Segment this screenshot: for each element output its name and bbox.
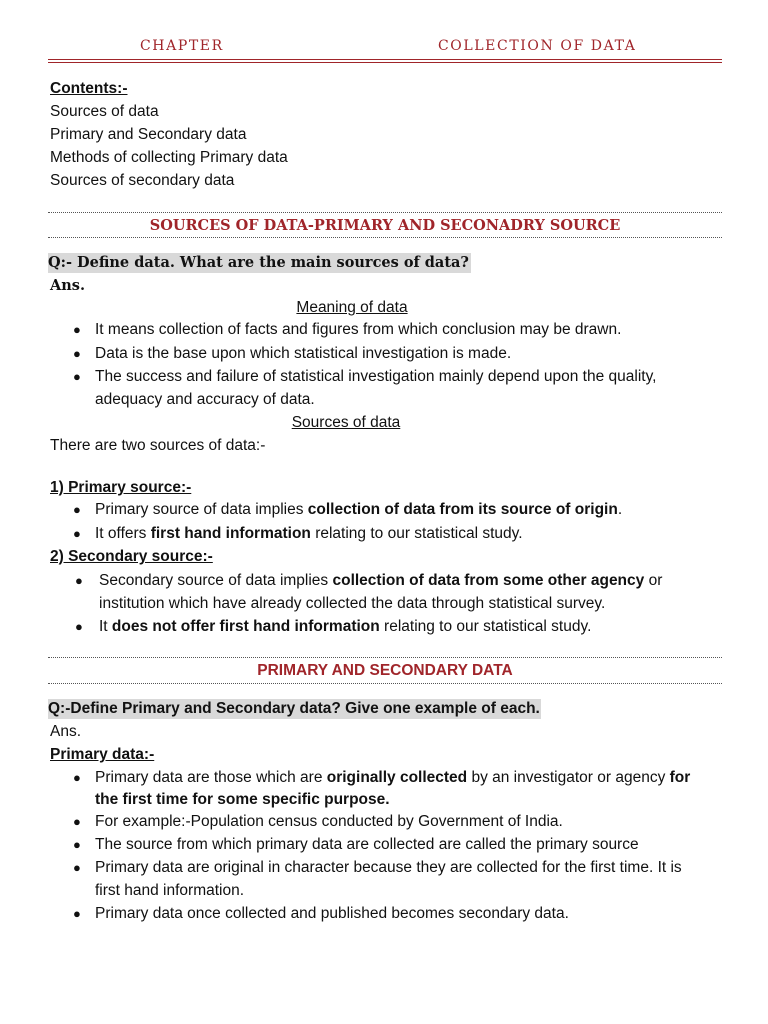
section-title: SOURCES OF DATA-PRIMARY AND SECONADRY SOURCE	[149, 217, 621, 234]
contents-item: Methods of collecting Primary data	[50, 149, 288, 166]
list-item: For example:-Population census conducted by Government of India.	[95, 813, 563, 830]
bullet-dot: ●	[73, 502, 81, 517]
meaning-heading: Meaning of data	[296, 299, 408, 316]
contents-item: Sources of data	[50, 103, 159, 120]
bullet-dot: ●	[73, 526, 81, 541]
answer-label: Ans.	[50, 723, 82, 740]
bullet-dot: ●	[73, 369, 81, 384]
bullet-dot: ●	[75, 619, 83, 634]
header-rule-top	[48, 59, 722, 60]
header-chapter: CHAPTER	[140, 38, 224, 54]
section-title: PRIMARY AND SECONDARY DATA	[257, 662, 513, 679]
list-item: The success and failure of statistical investigation mainly depend upon the quality,	[95, 368, 657, 385]
section-divider	[48, 683, 722, 684]
answer-label: Ans.	[50, 277, 86, 294]
list-item: It offers first hand information relating to our statistical study.	[95, 525, 523, 542]
list-item: Secondary source of data implies collection of data from some other agency or	[99, 572, 663, 589]
list-item-continued: first hand information.	[95, 882, 245, 899]
list-item: The source from which primary data are collected are called the primary source	[95, 836, 639, 853]
bullet-dot: ●	[73, 770, 81, 785]
sources-heading: Sources of data	[291, 414, 401, 431]
list-item: Primary source of data implies collection of data from its source of origin.	[95, 501, 623, 518]
header-title: COLLECTION OF DATA	[438, 38, 637, 54]
primary-data-heading: Primary data:-	[50, 746, 155, 763]
primary-source-heading: 1) Primary source:-	[50, 479, 192, 496]
bullet-dot: ●	[73, 322, 81, 337]
bullet-dot: ●	[75, 573, 83, 588]
list-item-continued: the first time for some specific purpose.	[95, 791, 390, 808]
bullet-dot: ●	[73, 346, 81, 361]
section-divider	[48, 237, 722, 238]
list-item-continued: adequacy and accuracy of data.	[95, 391, 315, 408]
section-divider	[48, 657, 722, 658]
header-rule-bottom	[48, 62, 722, 63]
sources-intro: There are two sources of data:-	[50, 437, 266, 454]
secondary-source-heading: 2) Secondary source:-	[50, 548, 213, 565]
bullet-dot: ●	[73, 814, 81, 829]
question: Q:-Define Primary and Secondary data? Give one example of each.	[48, 700, 540, 717]
contents-item: Sources of secondary data	[50, 172, 235, 189]
list-item: Primary data are those which are originally collected by an investigator or agency for	[95, 769, 691, 786]
list-item: It means collection of facts and figures from which conclusion may be drawn.	[95, 321, 622, 338]
list-item: Primary data are original in character because they are collected for the first time. It is	[95, 859, 682, 876]
bullet-dot: ●	[73, 837, 81, 852]
page-header	[48, 38, 722, 58]
list-item: Data is the base upon which statistical investigation is made.	[95, 345, 512, 362]
contents-item: Primary and Secondary data	[50, 126, 247, 143]
list-item-continued: institution which have already collected the data through statistical survey.	[99, 595, 606, 612]
bullet-dot: ●	[73, 906, 81, 921]
contents-title: Contents:-	[50, 80, 128, 97]
question: Q:- Define data. What are the main sources of data?	[48, 254, 469, 271]
section-divider	[48, 212, 722, 213]
bullet-dot: ●	[73, 860, 81, 875]
list-item: It does not offer first hand information relating to our statistical study.	[99, 618, 592, 635]
list-item: Primary data once collected and published becomes secondary data.	[95, 905, 569, 922]
